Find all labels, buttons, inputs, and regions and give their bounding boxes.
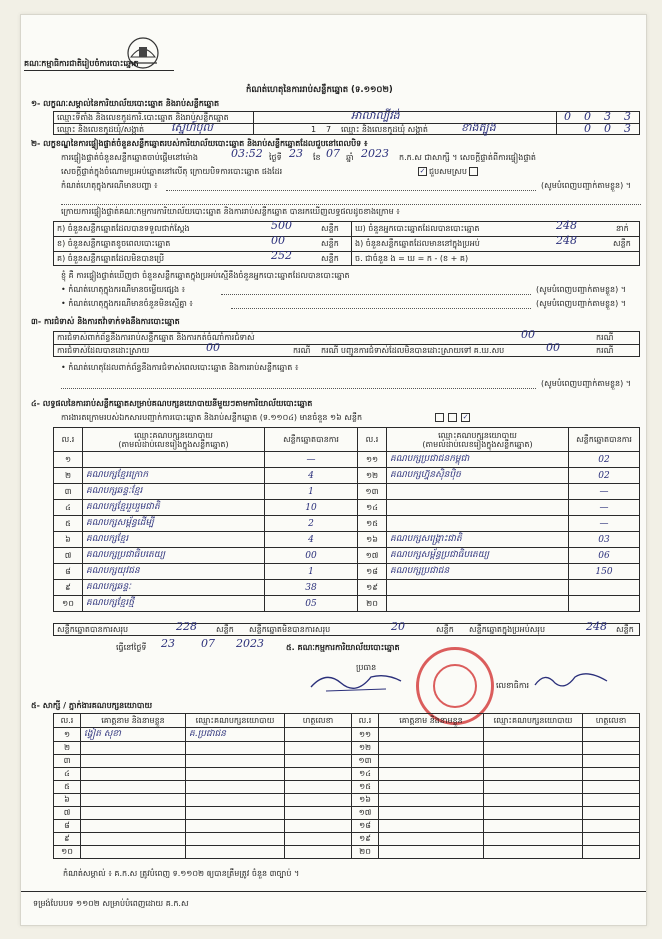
code-digit: 0: [604, 122, 611, 135]
witness-party: [484, 781, 583, 794]
party-votes: 02: [569, 452, 640, 468]
witness-name: [81, 781, 186, 794]
witness-signature: [285, 820, 352, 833]
code-digit: 0: [564, 110, 571, 123]
fill-line: [61, 387, 536, 389]
organization-name: គណៈកម្មាធិការជាតិរៀបចំការបោះឆ្នោត: [24, 59, 139, 68]
other-note-label: • កំណត់ហេតុក្នុងករណីមានចម្លើយផ្សេង ៖: [61, 285, 186, 294]
unit: សន្លឹក: [613, 239, 631, 248]
invalid-total-value: 20: [391, 620, 405, 633]
commune-code-2: 7: [326, 125, 332, 134]
signed-month: 07: [201, 637, 215, 650]
col-signature-header: ហត្ថលេខា: [583, 714, 640, 728]
party-no: ២០: [358, 596, 387, 612]
party-no: ៩: [54, 580, 83, 596]
witness-name: [379, 728, 484, 742]
witness-party: [186, 820, 285, 833]
witness-row: [54, 794, 640, 807]
witness-no: ១២: [352, 742, 379, 755]
party-name: គណបក្សសម្ព័ន្ធប្រជាធិបតេយ្យ: [387, 548, 569, 564]
party-no: ១៣: [358, 484, 387, 500]
witness-no: ១៧: [352, 807, 379, 820]
divider: [24, 70, 174, 71]
results-row: [54, 468, 640, 484]
col-no-header: ល.រ: [352, 714, 379, 728]
witness-no: ៥: [54, 781, 81, 794]
party-no: ១: [54, 452, 83, 468]
results-row: [54, 532, 640, 548]
witness-no: ១៩: [352, 833, 379, 846]
month-value: 07: [326, 147, 340, 160]
party-votes: 10: [265, 500, 358, 516]
witness-row: [54, 833, 640, 846]
witness-no: ៤: [54, 768, 81, 781]
check-options: [416, 167, 480, 177]
code-digit: 3: [624, 110, 631, 123]
party-votes: 1: [265, 484, 358, 500]
party-no: ៣: [54, 484, 83, 500]
unit: សន្លឹក: [616, 625, 634, 634]
fill-note: (សូមបំពេញបញ្ជាក់តាមខ្លួន) ។: [541, 379, 632, 388]
party-name: គណបក្សប្រជាជនកម្ពុជា: [387, 452, 569, 468]
divider: [53, 251, 640, 252]
witness-signature: [583, 755, 640, 768]
results-row: [54, 516, 640, 532]
witness-row: [54, 807, 640, 820]
witness-no: ១៣: [352, 755, 379, 768]
divider: [53, 236, 640, 237]
witness-no: ៣: [54, 755, 81, 768]
witness-name: [379, 807, 484, 820]
party-name: [387, 516, 569, 532]
ballot-count-form: [20, 14, 647, 926]
fill-line: [231, 307, 531, 309]
code-digit: 3: [624, 122, 631, 135]
witness-party: [186, 781, 285, 794]
party-name: គណបក្សខ្មែរថ្មី: [83, 596, 265, 612]
fill-line: [221, 293, 531, 295]
witness-row: [54, 820, 640, 833]
party-name: គណបក្សខ្មែររួបរួមជាតិ: [83, 500, 265, 516]
party-votes: [569, 596, 640, 612]
forwarded-label: ករណី បញ្ជូនការជំទាស់ដែលមិនបានដោះស្រាយទៅ គ.ឃ.សប: [321, 346, 505, 355]
spoiled-value: 00: [271, 234, 285, 247]
party-votes: [569, 580, 640, 596]
witness-no: ២: [54, 742, 81, 755]
witness-no: ១៨: [352, 820, 379, 833]
sheet-options: [433, 413, 472, 423]
party-no: ១៧: [358, 548, 387, 564]
party-votes: —: [569, 516, 640, 532]
results-row: [54, 548, 640, 564]
party-no: ៦: [54, 532, 83, 548]
witness-party: [484, 742, 583, 755]
witness-row: [54, 781, 640, 794]
col-party-label: ឈ្មោះគណបក្សនយោបាយ: [438, 430, 517, 440]
party-votes: 38: [265, 580, 358, 596]
witness-no: ១៥: [352, 781, 379, 794]
code-digit: 0: [584, 110, 591, 123]
party-name: [387, 580, 569, 596]
party-no: ៤: [54, 500, 83, 516]
checkbox-icon: [435, 413, 444, 422]
party-name: គណបក្សសង្គ្រោះជាតិ: [387, 532, 569, 548]
party-votes: 4: [265, 468, 358, 484]
party-name: គណបក្សឆន្ទៈខ្មែរ: [83, 484, 265, 500]
equality-check-text: ខ្ញុំ គឺ ការផ្ទៀងផ្ទាត់ឃើញថា ចំនួនសន្លឹកឆ្នោតក្នុងប្រអប់ស្មើនឹងចំនួនអ្នកបោះឆ្នោតដែលបានបោះឆ្នោត: [61, 271, 350, 280]
witness-signature: [285, 728, 352, 742]
witness-name: [379, 794, 484, 807]
party-name: គណបក្សខ្មែរក្រោក: [83, 468, 265, 484]
col-no-header: ល.រ: [358, 428, 387, 452]
results-row: [54, 500, 640, 516]
party-no: ១៨: [358, 564, 387, 580]
box-total-value: 248: [586, 620, 607, 633]
party-name: [387, 500, 569, 516]
unequal-note-label: • កំណត់ហេតុក្នុងករណីមានចំនួនមិនស្មើគ្នា ៖: [61, 299, 193, 308]
code-digit: 3: [604, 110, 611, 123]
check-text: សេចក្តីផ្ទាត់ក្នុងចំណោមប្រអប់ឆ្នោតនៅលើតុ ក្រោយបិទការបោះឆ្នោត ផងដែរ: [61, 167, 283, 176]
party-name: គណបក្សយុវជន: [83, 564, 265, 580]
checkbox-icon: [469, 167, 478, 176]
results-table: [53, 427, 640, 612]
witness-no: ៩: [54, 833, 81, 846]
unused-value: 252: [271, 249, 292, 262]
witness-party: [484, 846, 583, 859]
witness-party: [186, 846, 285, 859]
witness-name: [379, 781, 484, 794]
party-no: ៧: [54, 548, 83, 564]
results-row: [54, 484, 640, 500]
box-total-label: សន្លឹកឆ្នោតក្នុងប្រអប់សរុប: [469, 625, 546, 634]
location-value: អាលាល្បីវង់: [351, 109, 400, 122]
witness-name: [379, 768, 484, 781]
unit: នាក់: [616, 224, 629, 233]
witness-no: ១១: [352, 728, 379, 742]
formula-label: ច. ជាចំនួន ង = ឃ = ក - (ខ + គ): [355, 254, 469, 263]
col-party-sublabel: (តាមលំដាប់លេខរៀងក្នុងសន្លឹកឆ្នោត): [422, 439, 533, 449]
day-label: ថ្ងៃទី: [269, 153, 282, 162]
totals-row: [53, 620, 640, 636]
checkbox-icon: [448, 413, 457, 422]
witness-name: [379, 755, 484, 768]
col-signature-header: ហត្ថលេខា: [285, 714, 352, 728]
party-no: ១៦: [358, 532, 387, 548]
fill-line: [166, 189, 536, 191]
received-label: ក) ចំនួនសន្លឹកឆ្នោតដែលបានទទួលជាក់ស្តែង: [57, 224, 190, 233]
start-time-label: ការផ្ទៀងផ្ទាត់ចំនួនសន្លឹកឆ្នោតចាប់ផ្តើមនៅម៉ោង: [61, 153, 198, 162]
invalid-total-label: សន្លឹកឆ្នោតមិនបានការសរុប: [249, 625, 331, 634]
party-name: [83, 452, 265, 468]
spoiled-label: ខ) ចំនួនសន្លឹកឆ្នោតខូចពេលបោះឆ្នោត: [57, 239, 171, 248]
signed-day: 23: [161, 637, 175, 650]
witness-row: [54, 742, 640, 755]
party-votes: 03: [569, 532, 640, 548]
unit: សន្លឹក: [321, 224, 339, 233]
objection-note-label: • កំណត់ហេតុដែលពាក់ព័ន្ធនឹងការជំទាស់ពេលបោះឆ្នោត និងការរាប់សន្លឹកឆ្នោត ៖: [61, 363, 299, 372]
witness-row: [54, 728, 640, 742]
witness-party: [186, 742, 285, 755]
witness-no: ២០: [352, 846, 379, 859]
witness-party: គ.ប្រជាជន: [186, 728, 285, 742]
forwarded-value: 00: [546, 341, 560, 354]
received-value: 500: [271, 219, 292, 232]
witness-party: [484, 833, 583, 846]
party-name: គណបក្សហ្វ៊ុនស៊ិនប៉ិច: [387, 468, 569, 484]
witness-signature: [583, 742, 640, 755]
witness-signature: [583, 807, 640, 820]
witness-signature: [285, 846, 352, 859]
party-no: ១២: [358, 468, 387, 484]
party-no: ៥: [54, 516, 83, 532]
witness-name: [81, 742, 186, 755]
party-no: ១៥: [358, 516, 387, 532]
col-party-sublabel: (តាមលំដាប់លេខរៀងក្នុងសន្លឹកឆ្នោត): [118, 439, 229, 449]
witness-signature: [583, 846, 640, 859]
code-digit: 0: [584, 122, 591, 135]
col-party-header: ឈ្មោះគណបក្សនយោបាយ: [484, 714, 583, 728]
witness-table: [53, 713, 640, 859]
section-4-subtitle: ការងារតក្រោមរបស់ឯកសារបញ្ជាក់ការបោះឆ្នោត និងរាប់សន្លឹកឆ្នោត (ទ.១១០៤) មានចំនួន ១៦ សន្លឹក: [61, 413, 363, 422]
valid-total-label: សន្លឹកឆ្នោតបានការសរុប: [57, 625, 129, 634]
unit: សន្លឹក: [321, 239, 339, 248]
signed-date-label: ធ្វើនៅថ្ងៃទី: [116, 643, 147, 652]
witness-signature: [583, 768, 640, 781]
witness-party: [484, 820, 583, 833]
checkbox-checked-icon: ✓: [462, 413, 469, 421]
witness-row: [54, 846, 640, 859]
witness-party: [484, 728, 583, 742]
fill-note: (សូមបំពេញបញ្ជាក់តាមខ្លួន) ។: [541, 181, 632, 190]
unit: សន្លឹក: [436, 625, 454, 634]
section-5-title: ៥- សាក្សី / ភ្នាក់ងារគណបក្សនយោបាយ: [31, 701, 153, 710]
form-footer: ទម្រង់បែបបទ ១១០២ សម្រាប់បំពេញដោយ គ.ក.ស: [33, 899, 189, 908]
stamp-inner-ring: [433, 664, 477, 708]
party-no: ១៩: [358, 580, 387, 596]
result-intro: ក្រោយការផ្ទៀងផ្ទាត់គណៈកម្មការការិយាល័យបោះឆ្នោត និងការរាប់សន្លឹកឆ្នោត បានរកឃើញលទ្ធផលដូចខាងក្រោម ៖: [61, 207, 400, 216]
witness-signature: [583, 728, 640, 742]
commune-label-2: ឈ្មោះ និងលេខកូដឃុំ សង្កាត់: [341, 125, 428, 134]
witness-signature: [285, 794, 352, 807]
party-no: ១១: [358, 452, 387, 468]
witness-name: [379, 833, 484, 846]
party-name: គណបក្សខ្មែរ: [83, 532, 265, 548]
witness-party: [186, 794, 285, 807]
year-label: ឆ្នាំ: [346, 153, 354, 162]
commune-value: ស្នេហ៍បុល: [171, 121, 213, 134]
witness-name: [379, 742, 484, 755]
col-party-label: ឈ្មោះគណបក្សនយោបាយ: [134, 430, 213, 440]
witness-name: [81, 755, 186, 768]
witness-signature: [285, 807, 352, 820]
party-votes: 02: [569, 468, 640, 484]
unit: សន្លឹក: [321, 254, 339, 263]
witness-name: [81, 820, 186, 833]
day-value: 23: [289, 147, 303, 160]
committee-label: ៥. គណៈកម្មការការិយាល័យបោះឆ្នោត: [286, 643, 400, 652]
witness-no: ១៤: [352, 768, 379, 781]
checkbox-checked-icon: ✓: [419, 167, 426, 175]
col-party-header: [83, 428, 265, 452]
voters-label: ឃ) ចំនួនអ្នកបោះឆ្នោតដែលបានបោះឆ្នោត: [355, 224, 480, 233]
witness-name: [379, 820, 484, 833]
divider: [53, 123, 640, 124]
commune-code-1: 1: [311, 125, 317, 134]
witness-signature: [285, 768, 352, 781]
party-name: គណបក្សឆន្ទៈ: [83, 580, 265, 596]
col-votes-header: សន្លឹកឆ្នោតបានការ: [265, 428, 358, 452]
party-no: ១៤: [358, 500, 387, 516]
witness-no: ៧: [54, 807, 81, 820]
party-name: [387, 484, 569, 500]
divider: [253, 111, 254, 135]
resolved-value: 00: [206, 341, 220, 354]
party-name: គណបក្សប្រជាជន: [387, 564, 569, 580]
location-label: ឈ្មោះទីតាំង និងលេខកូដការិ.បោះឆ្នោត និងរាប់សន្លឹកឆ្នោត: [57, 113, 229, 122]
witness-signature: [285, 742, 352, 755]
party-votes: 150: [569, 564, 640, 580]
witness-no: ៨: [54, 820, 81, 833]
witness-signature: [285, 781, 352, 794]
witness-no: ១៦: [352, 794, 379, 807]
section-3-title: ៣- ការជំទាស់ និងការតវ៉ាទាក់ទងនឹងការបោះឆ្នោត: [31, 317, 180, 326]
fill-note: (សូមបំពេញបញ្ជាក់តាមខ្លួន) ។: [536, 299, 627, 308]
unit: ករណី: [293, 346, 311, 355]
party-no: ២: [54, 468, 83, 484]
results-row: [54, 596, 640, 612]
section-1-title: ១- លក្ខណៈសម្គាល់នៃការិយាល័យបោះឆ្នោត និងរាប់សន្លឹកឆ្នោត: [31, 99, 220, 108]
section-4-title: ៤- លទ្ធផលនៃការរាប់សន្លឹកឆ្នោតសម្រាប់គណបក្សនយោបាយនីមួយៗតាមការិយាល័យបោះឆ្នោត: [31, 399, 313, 408]
unused-label: គ) ចំនួនសន្លឹកឆ្នោតដែលមិនបានប្រើ: [57, 254, 165, 263]
commune-value-2: ខាងត្បូង: [461, 121, 496, 134]
witness-name: [81, 807, 186, 820]
objection-label: ការជំទាស់ពាក់ព័ន្ធនឹងការរាប់សន្លឹកឆ្នោត និងការកត់ចំណាំការជំទាស់: [57, 333, 255, 342]
start-time-value: 03:52: [231, 147, 263, 160]
witness-name: [379, 846, 484, 859]
party-name: [387, 596, 569, 612]
col-votes-header: សន្លឹកឆ្នោតបានការ: [569, 428, 640, 452]
chair-signature-icon: [306, 665, 406, 695]
witness-row: [54, 768, 640, 781]
witness-party: [484, 768, 583, 781]
results-row: [54, 564, 640, 580]
witness-signature: [583, 820, 640, 833]
secretary-label: លេខាធិការ: [496, 681, 530, 690]
party-votes: 1: [265, 564, 358, 580]
witness-signature: [285, 833, 352, 846]
witness-party: [484, 807, 583, 820]
divider: [351, 221, 352, 266]
results-row: [54, 452, 640, 468]
problem-note-label: កំណត់ហេតុក្នុងករណីមានបញ្ហា ៖: [61, 181, 158, 190]
divider: [21, 891, 646, 892]
box-count-label: ង) ចំនួនសន្លឹកឆ្នោតដែលមាននៅក្នុងប្រអប់: [355, 239, 480, 248]
results-row: [54, 580, 640, 596]
witness-party: [484, 755, 583, 768]
witness-body: [54, 728, 640, 859]
party-votes: —: [569, 500, 640, 516]
witness-name: [81, 846, 186, 859]
signed-year: 2023: [236, 637, 264, 650]
witness-name: [81, 794, 186, 807]
witness-name: ង្វៀត សុខា: [81, 728, 186, 742]
commune-label: ឈ្មោះ និងលេខកូដឃុំ/សង្កាត់: [57, 125, 145, 134]
results-body: [54, 452, 640, 612]
witness-name: [81, 833, 186, 846]
col-no-header: ល.រ: [54, 428, 83, 452]
fill-note: (សូមបំពេញបញ្ជាក់តាមខ្លួន) ។: [536, 285, 627, 294]
option-label: ជួបសមស្រប: [429, 167, 467, 176]
party-votes: 06: [569, 548, 640, 564]
witness-text: ក.ក.ស ជាសាក្សី ។ សេចក្តីផ្ទាត់ពីការផ្ទៀងផ្ទាត់: [399, 153, 537, 162]
party-votes: 2: [265, 516, 358, 532]
col-name-header: គោត្តនាម និងនាមខ្លួន: [379, 714, 484, 728]
box-count-value: 248: [556, 234, 577, 247]
col-party-header: [387, 428, 569, 452]
form-title: កំណត់ហេតុនៃការរាប់សន្លឹកឆ្នោត (ទ.១១០២): [246, 85, 393, 95]
section-2-title: ២- លក្ខខណ្ឌនៃការផ្ទៀងផ្ទាត់ចំនួនសន្លឹកឆ្នោតរបស់ការិយាល័យបោះឆ្នោត និងរាប់សន្លឹកឆ្នោតដែលជួបនៅពេលបិទ ៖: [31, 139, 368, 148]
witness-no: ៦: [54, 794, 81, 807]
witness-party: [186, 833, 285, 846]
unit: ករណី: [596, 333, 614, 342]
valid-total-value: 228: [176, 620, 197, 633]
chair-label: ប្រធាន: [356, 663, 377, 672]
witness-signature: [583, 794, 640, 807]
col-name-header: គោត្តនាម និងនាមខ្លួន: [81, 714, 186, 728]
party-name: គណបក្សប្រជាធិបតេយ្យ: [83, 548, 265, 564]
witness-signature: [583, 833, 640, 846]
witness-signature: [583, 781, 640, 794]
witness-party: [186, 768, 285, 781]
party-votes: —: [569, 484, 640, 500]
year-value: 2023: [361, 147, 389, 160]
fill-line: [61, 203, 641, 205]
party-name: គណបក្សសម្ព័ន្ធដើម្បី: [83, 516, 265, 532]
witness-no: ១: [54, 728, 81, 742]
witness-row: [54, 755, 640, 768]
party-votes: —: [265, 452, 358, 468]
secretary-signature-icon: [531, 667, 611, 693]
party-votes: 4: [265, 532, 358, 548]
footnote: កំណត់សម្គាល់ ៖ គ.ក.ស ត្រូវបំពេញ ទ.១១០២ ឲ្យបានត្រឹមត្រូវ ចំនួន ៣ច្បាប់ ។: [63, 869, 300, 878]
objection-value: 00: [521, 328, 535, 341]
witness-party: [186, 807, 285, 820]
party-votes: 00: [265, 548, 358, 564]
resolved-label: ការជំទាស់ដែលបានដោះស្រាយ: [57, 346, 150, 355]
witness-no: ១០: [54, 846, 81, 859]
party-no: ៨: [54, 564, 83, 580]
witness-name: [81, 768, 186, 781]
party-no: ១០: [54, 596, 83, 612]
witness-party: [484, 794, 583, 807]
month-label: ខែ: [313, 153, 321, 162]
witness-signature: [285, 755, 352, 768]
party-votes: 05: [265, 596, 358, 612]
col-no-header: ល.រ: [54, 714, 81, 728]
unit: ករណី: [596, 346, 614, 355]
voters-value: 248: [556, 219, 577, 232]
witness-party: [186, 755, 285, 768]
divider: [556, 111, 557, 135]
col-party-header: ឈ្មោះគណបក្សនយោបាយ: [186, 714, 285, 728]
unit: សន្លឹក: [216, 625, 234, 634]
